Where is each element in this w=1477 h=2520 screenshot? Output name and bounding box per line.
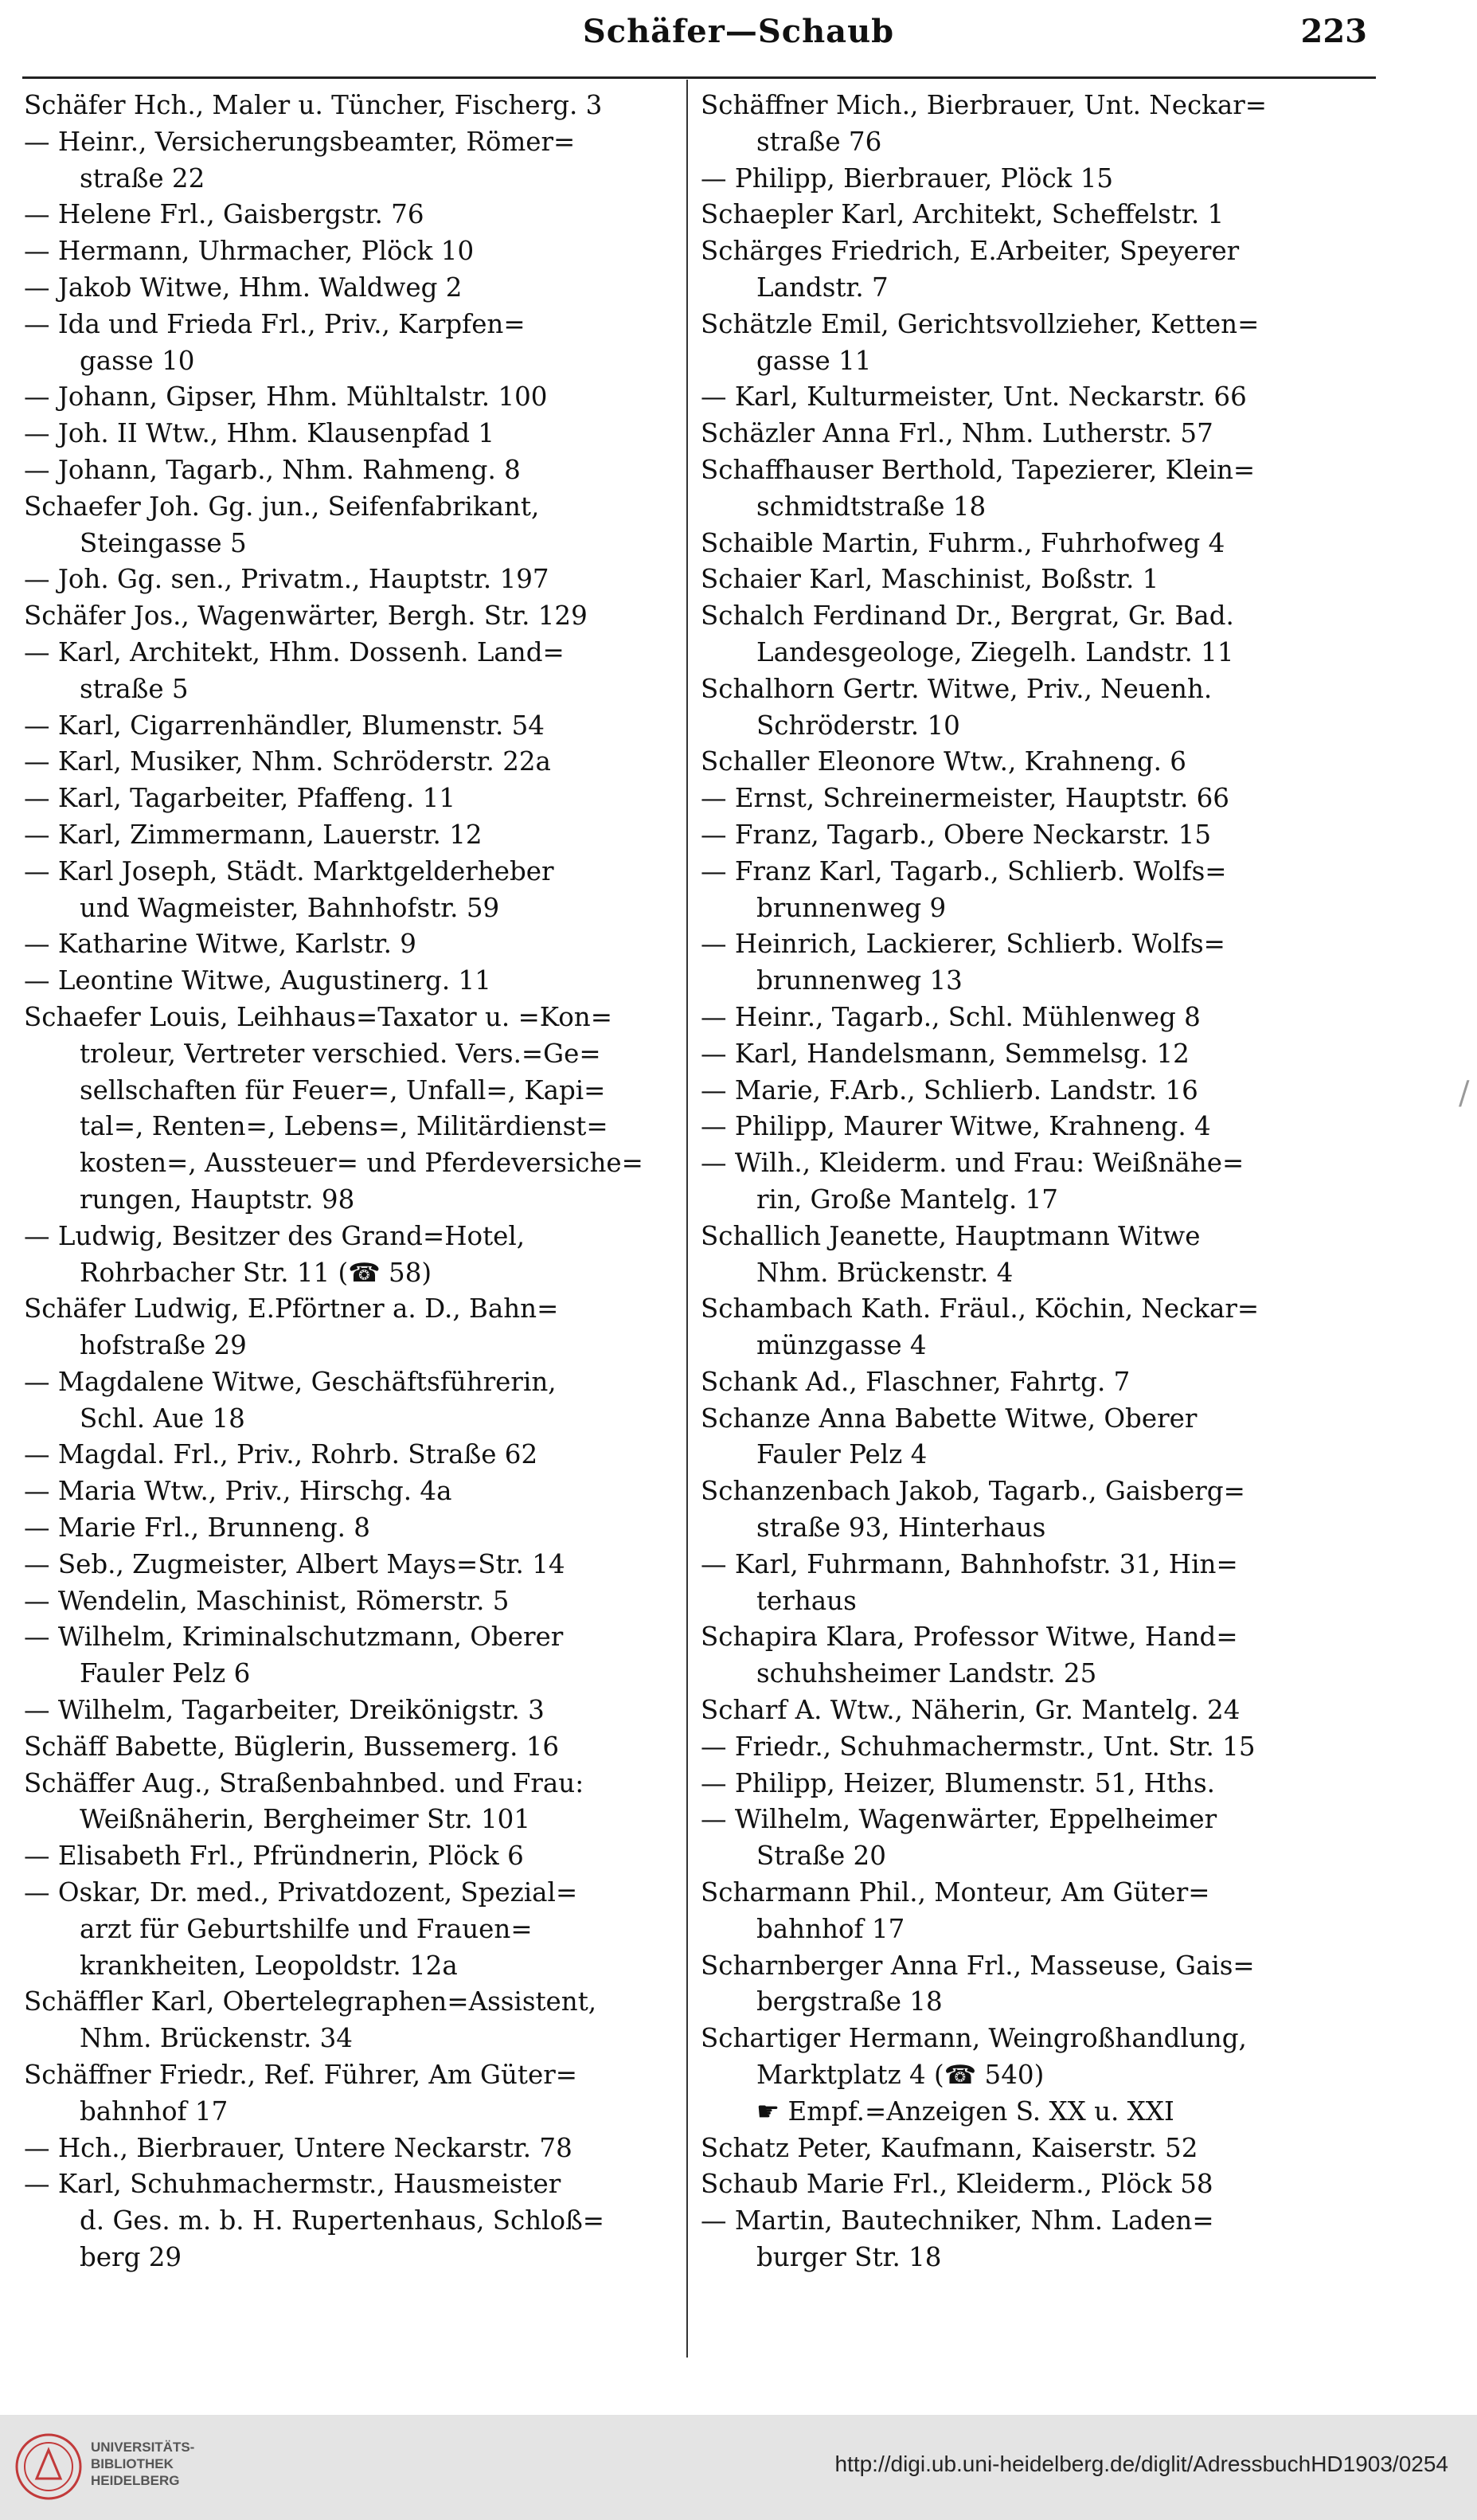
entry-continuation: burger Str. 18 xyxy=(756,2242,942,2273)
directory-entry: Schartiger Hermann, Weingroßhandlung, xyxy=(701,2023,1247,2054)
directory-entry: Schaller Eleonore Wtw., Krahneng. 6 xyxy=(701,746,1186,777)
entry-continuation: tal=, Renten=, Lebens=, Militärdienst= xyxy=(80,1111,608,1142)
entry-continuation: Weißnäherin, Bergheimer Str. 101 xyxy=(80,1804,531,1835)
directory-entry: — Wilh., Kleiderm. und Frau: Weißnähe= xyxy=(701,1148,1245,1179)
entry-continuation: straße 93, Hinterhaus xyxy=(756,1512,1046,1544)
directory-entry: Schanzenbach Jakob, Tagarb., Gaisberg= xyxy=(701,1476,1245,1507)
directory-entry: — Martin, Bautechniker, Nhm. Laden= xyxy=(701,2205,1214,2236)
directory-entry: — Philipp, Bierbrauer, Plöck 15 xyxy=(701,162,1114,194)
directory-entry: — Karl, Schuhmachermstr., Hausmeister xyxy=(24,2169,561,2200)
directory-entry: Schäzler Anna Frl., Nhm. Lutherstr. 57 xyxy=(701,418,1213,449)
library-name-line2: BIBLIOTHEK xyxy=(91,2456,174,2471)
entry-continuation: gasse 11 xyxy=(756,345,872,376)
directory-entry: — Karl, Architekt, Hhm. Dossenh. Land= xyxy=(24,636,565,667)
entry-continuation: Nhm. Brückenstr. 34 xyxy=(80,2023,353,2054)
entry-continuation: krankheiten, Leopoldstr. 12a xyxy=(80,1950,458,1981)
directory-entry: — Magdal. Frl., Priv., Rohrb. Straße 62 xyxy=(24,1439,538,1470)
directory-entry: — Karl, Musiker, Nhm. Schröderstr. 22a xyxy=(24,746,551,777)
entry-continuation: straße 76 xyxy=(756,126,882,157)
directory-entry: — Hch., Bierbrauer, Untere Neckarstr. 78 xyxy=(24,2132,572,2163)
directory-entry: — Joh. II Wtw., Hhm. Klausenpfad 1 xyxy=(24,418,495,449)
library-name-line1: UNIVERSITÄTS- xyxy=(91,2440,195,2455)
directory-entry: Schäffer Aug., Straßenbahnbed. und Frau: xyxy=(24,1767,584,1798)
entry-continuation: troleur, Vertreter verschied. Vers.=Ge= xyxy=(80,1038,601,1069)
entry-continuation: Nhm. Brückenstr. 4 xyxy=(756,1257,1014,1288)
directory-entry: Schalhorn Gertr. Witwe, Priv., Neuenh. xyxy=(701,673,1213,704)
directory-entry: — Heinr., Versicherungsbeamter, Römer= xyxy=(24,126,576,157)
directory-entry: — Wendelin, Maschinist, Römerstr. 5 xyxy=(24,1585,510,1616)
directory-entry: Schaible Martin, Fuhrm., Fuhrhofweg 4 xyxy=(701,527,1225,558)
entry-continuation: bergstraße 18 xyxy=(756,1986,943,2017)
entry-continuation: Schröderstr. 10 xyxy=(756,710,960,741)
entry-continuation: und Wagmeister, Bahnhofstr. 59 xyxy=(80,892,500,923)
directory-entry: — Johann, Gipser, Hhm. Mühltalstr. 100 xyxy=(24,382,548,413)
library-name-line3: HEIDELBERG xyxy=(91,2473,180,2488)
directory-entry: — Franz, Tagarb., Obere Neckarstr. 15 xyxy=(701,819,1212,850)
entry-continuation: rungen, Hauptstr. 98 xyxy=(80,1184,355,1215)
directory-entry: Schäfer Jos., Wagenwärter, Bergh. Str. 129 xyxy=(24,601,588,632)
directory-entry: Schätzle Emil, Gerichtsvollzieher, Ketten= xyxy=(701,308,1260,339)
directory-entry: — Philipp, Maurer Witwe, Krahneng. 4 xyxy=(701,1111,1211,1142)
library-name xyxy=(91,2439,194,2489)
directory-entry: — Karl, Tagarbeiter, Pfaffeng. 11 xyxy=(24,783,456,814)
directory-entry: — Magdalene Witwe, Geschäftsführerin, xyxy=(24,1366,557,1397)
directory-entry: — Philipp, Heizer, Blumenstr. 51, Hths. xyxy=(701,1767,1215,1798)
source-url-link[interactable]: http://digi.ub.uni-heidelberg.de/diglit/AdressbuchHD1903/0254 xyxy=(834,2452,1448,2476)
directory-entry: Schank Ad., Flaschner, Fahrtg. 7 xyxy=(701,1366,1131,1397)
directory-entry: — Marie Frl., Brunneng. 8 xyxy=(24,1512,370,1544)
entry-continuation: Schl. Aue 18 xyxy=(80,1403,245,1434)
directory-entry: Schäff Babette, Büglerin, Bussemerg. 16 xyxy=(24,1731,560,1762)
entry-continuation: bahnhof 17 xyxy=(756,1913,905,1944)
entry-continuation: straße 22 xyxy=(80,162,205,194)
entry-continuation: Landesgeologe, Ziegelh. Landstr. 11 xyxy=(756,636,1234,667)
directory-entry: Schaefer Louis, Leihhaus=Taxator u. =Kon= xyxy=(24,1001,612,1032)
directory-entry: — Franz Karl, Tagarb., Schlierb. Wolfs= xyxy=(701,855,1227,886)
directory-entry: Schäffler Karl, Obertelegraphen=Assistent, xyxy=(24,1986,597,2017)
directory-entry: — Ida und Frieda Frl., Priv., Karpfen= xyxy=(24,308,526,339)
directory-entry: Scharnberger Anna Frl., Masseuse, Gais= xyxy=(701,1950,1255,1981)
directory-entry: Scharf A. Wtw., Näherin, Gr. Mantelg. 24 xyxy=(701,1695,1241,1726)
directory-entry: Schatz Peter, Kaufmann, Kaiserstr. 52 xyxy=(701,2132,1198,2163)
directory-entry: — Karl, Fuhrmann, Bahnhofstr. 31, Hin= xyxy=(701,1548,1238,1579)
entry-continuation: Straße 20 xyxy=(756,1841,886,1872)
entry-continuation: Marktplatz 4 (☎ 540) xyxy=(756,2060,1045,2091)
directory-entry: — Seb., Zugmeister, Albert Mays=Str. 14 xyxy=(24,1548,565,1579)
directory-entry: Schäffner Mich., Bierbrauer, Unt. Neckar= xyxy=(701,90,1268,120)
directory-entry: — Friedr., Schuhmachermstr., Unt. Str. 15 xyxy=(701,1731,1256,1762)
entry-continuation: brunnenweg 13 xyxy=(756,965,963,996)
entry-continuation: kosten=, Aussteuer= und Pferdeversiche= xyxy=(80,1148,643,1179)
directory-entry: — Karl, Zimmermann, Lauerstr. 12 xyxy=(24,819,483,850)
directory-entry: — Hermann, Uhrmacher, Plöck 10 xyxy=(24,236,475,267)
running-title: Schäfer—Schaub xyxy=(582,13,895,50)
directory-entry: Schambach Kath. Fräul., Köchin, Neckar= xyxy=(701,1293,1260,1325)
entry-continuation: ☛ Empf.=Anzeigen S. XX u. XXI xyxy=(756,2095,1174,2127)
directory-entry: Schäfer Hch., Maler u. Tüncher, Fischerg. 3 xyxy=(24,90,603,120)
directory-entry: — Maria Wtw., Priv., Hirschg. 4a xyxy=(24,1476,452,1507)
entry-continuation: arzt für Geburtshilfe und Frauen= xyxy=(80,1913,533,1944)
directory-entry: Schanze Anna Babette Witwe, Oberer xyxy=(701,1403,1198,1434)
entry-continuation: brunnenweg 9 xyxy=(756,892,947,923)
entry-continuation: schuhsheimer Landstr. 25 xyxy=(756,1658,1097,1689)
entry-continuation: münzgasse 4 xyxy=(756,1330,927,1361)
entry-continuation: Fauler Pelz 4 xyxy=(756,1439,928,1470)
directory-entry: Schalch Ferdinand Dr., Bergrat, Gr. Bad. xyxy=(701,601,1234,632)
entry-continuation: Rohrbacher Str. 11 (☎ 58) xyxy=(80,1257,432,1288)
directory-entry: Schaffhauser Berthold, Tapezierer, Klein= xyxy=(701,454,1256,485)
header-rule xyxy=(22,76,1376,79)
directory-entry: Schaefer Joh. Gg. jun., Seifenfabrikant, xyxy=(24,491,540,522)
entry-continuation: bahnhof 17 xyxy=(80,2095,229,2127)
directory-entry: Schäfer Ludwig, E.Pförtner a. D., Bahn= xyxy=(24,1293,559,1325)
directory-entry: Scharmann Phil., Monteur, Am Güter= xyxy=(701,1877,1210,1908)
directory-entry: — Katharine Witwe, Karlstr. 9 xyxy=(24,929,416,960)
directory-entry: Schärges Friedrich, E.Arbeiter, Speyerer xyxy=(701,236,1240,267)
directory-entry: — Heinrich, Lackierer, Schlierb. Wolfs= xyxy=(701,929,1225,960)
directory-entry: Schaepler Karl, Architekt, Scheffelstr. 1 xyxy=(701,199,1225,230)
entry-continuation: rin, Große Mantelg. 17 xyxy=(756,1184,1058,1215)
library-seal-icon xyxy=(14,2432,83,2501)
entry-continuation: sellschaften für Feuer=, Unfall=, Kapi= xyxy=(80,1074,606,1105)
directory-entry: — Ernst, Schreinermeister, Hauptstr. 66 xyxy=(701,783,1229,814)
left-column xyxy=(24,88,693,2276)
entry-continuation: hofstraße 29 xyxy=(80,1330,247,1361)
entry-continuation: gasse 10 xyxy=(80,345,195,376)
stray-mark: / xyxy=(1459,1075,1470,1112)
right-column xyxy=(701,88,1370,2276)
directory-entry: — Wilhelm, Tagarbeiter, Dreikönigstr. 3 xyxy=(24,1695,545,1726)
entry-continuation: Fauler Pelz 6 xyxy=(80,1658,251,1689)
directory-entry: — Johann, Tagarb., Nhm. Rahmeng. 8 xyxy=(24,454,521,485)
directory-entry: — Leontine Witwe, Augustinerg. 11 xyxy=(24,965,491,996)
directory-entry: — Karl Joseph, Städt. Marktgelderheber xyxy=(24,855,554,886)
footer-bar xyxy=(0,2415,1477,2520)
directory-entry: — Wilhelm, Kriminalschutzmann, Oberer xyxy=(24,1622,564,1653)
entry-continuation: schmidtstraße 18 xyxy=(756,491,987,522)
entry-continuation: d. Ges. m. b. H. Rupertenhaus, Schloß= xyxy=(80,2205,605,2236)
directory-entry: — Karl, Cigarrenhändler, Blumenstr. 54 xyxy=(24,710,545,741)
directory-entry: Schäffner Friedr., Ref. Führer, Am Güter= xyxy=(24,2060,577,2091)
directory-entry: Schaier Karl, Maschinist, Boßstr. 1 xyxy=(701,564,1159,595)
page-header xyxy=(0,8,1477,56)
directory-entry: — Heinr., Tagarb., Schl. Mühlenweg 8 xyxy=(701,1001,1201,1032)
directory-entry: — Karl, Kulturmeister, Unt. Neckarstr. 66 xyxy=(701,382,1247,413)
entry-continuation: straße 5 xyxy=(80,673,189,704)
directory-entry: — Karl, Handelsmann, Semmelsg. 12 xyxy=(701,1038,1190,1069)
entry-continuation: berg 29 xyxy=(80,2242,182,2273)
directory-entry: Schapira Klara, Professor Witwe, Hand= xyxy=(701,1622,1238,1653)
directory-entry: Schallich Jeanette, Hauptmann Witwe xyxy=(701,1220,1201,1251)
directory-entry: — Helene Frl., Gaisbergstr. 76 xyxy=(24,199,424,230)
entry-continuation: terhaus xyxy=(756,1585,857,1616)
entry-continuation: Steingasse 5 xyxy=(80,527,247,558)
entry-continuation: Landstr. 7 xyxy=(756,272,889,303)
page-number: 223 xyxy=(1300,13,1367,50)
directory-entry: — Joh. Gg. sen., Privatm., Hauptstr. 197 xyxy=(24,564,549,595)
directory-entry: — Ludwig, Besitzer des Grand=Hotel, xyxy=(24,1220,526,1251)
directory-entry: — Oskar, Dr. med., Privatdozent, Spezial= xyxy=(24,1877,578,1908)
directory-entry: Schaub Marie Frl., Kleiderm., Plöck 58 xyxy=(701,2169,1213,2200)
directory-entry: — Marie, F.Arb., Schlierb. Landstr. 16 xyxy=(701,1074,1198,1105)
directory-entry: — Wilhelm, Wagenwärter, Eppelheimer xyxy=(701,1804,1217,1835)
directory-entry: — Elisabeth Frl., Pfründnerin, Plöck 6 xyxy=(24,1841,524,1872)
directory-entry: — Jakob Witwe, Hhm. Waldweg 2 xyxy=(24,272,463,303)
